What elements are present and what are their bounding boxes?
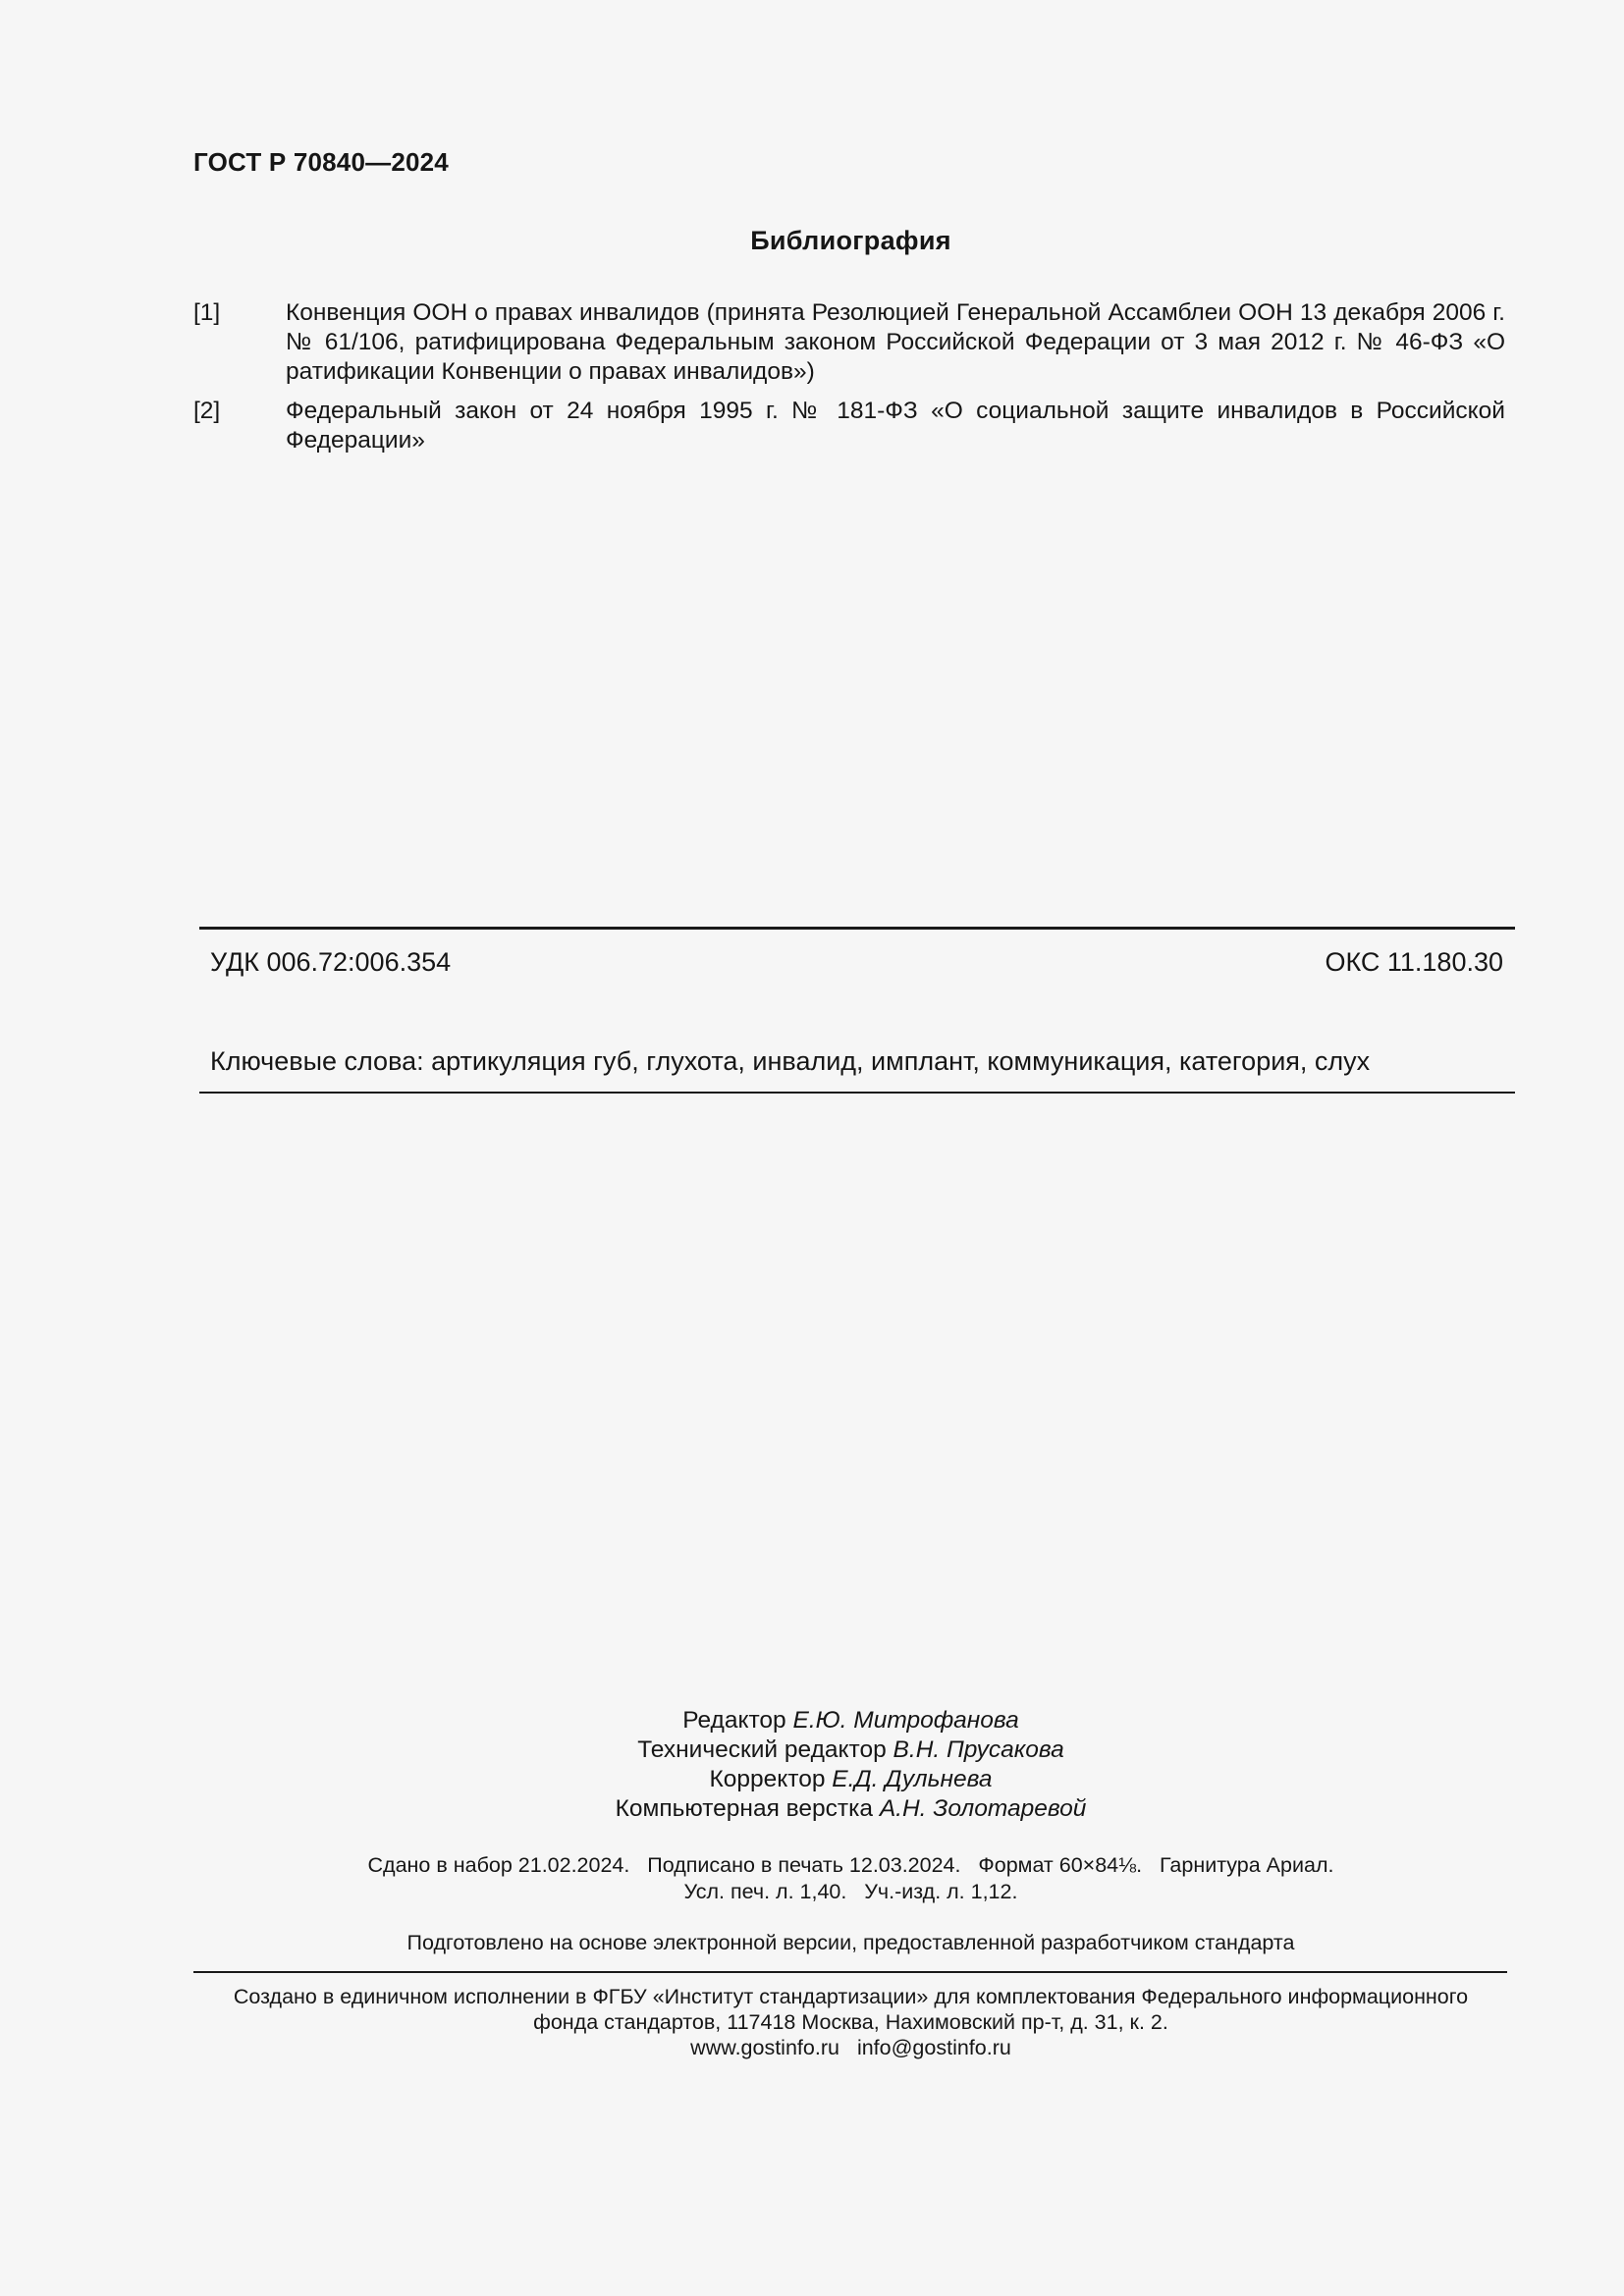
credit-role: Компьютерная верстка: [615, 1795, 874, 1822]
email-link[interactable]: info@gostinfo.ru: [856, 2036, 1011, 2059]
website-link[interactable]: www.gostinfo.ru: [690, 2036, 839, 2059]
print-info-line: Сдано в набор 21.02.2024. Подписано в печать 12.03.2024. Формат 60×84⅛. Гарнитура Ариал.: [367, 1853, 1334, 1877]
credit-role: Корректор: [709, 1766, 826, 1792]
contacts: [0, 2035, 1624, 2060]
print-info-line: Усл. печ. л. 1,40. Уч.-изд. л. 1,12.: [683, 1880, 1018, 1903]
udk-code: УДК 006.72:006.354: [210, 947, 452, 977]
credit-name: Е.Д. Дульнева: [832, 1766, 993, 1792]
oks-code: ОКС 11.180.30: [1325, 947, 1503, 977]
print-info: [0, 1852, 1624, 1905]
divider-middle: [199, 1092, 1515, 1094]
credit-name: Е.Ю. Митрофанова: [792, 1707, 1019, 1734]
bibliography-item: [193, 298, 1505, 387]
credit-role: Редактор: [682, 1707, 786, 1734]
credit-name: А.Н. Золотаревой: [879, 1795, 1087, 1822]
divider-top: [199, 927, 1515, 930]
created-note: [0, 1984, 1624, 2060]
credit-name: В.Н. Прусакова: [893, 1736, 1064, 1763]
bibliography-title: Библиография: [750, 226, 951, 255]
credit-line: [0, 1765, 1624, 1794]
standard-id: ГОСТ Р 70840—2024: [193, 147, 449, 177]
bibliography-item-text: Конвенция ООН о правах инвалидов (принята Резолюцией Генеральной Ассамблеи ООН 13 декабря 2006 г. № 61/106, ратифицирована Федеральным законом Российской Федерации от 3 мая 2012 г. № 46-ФЗ «О ратификации Конвенции о правах инвалидов»): [286, 299, 1505, 385]
bibliography-item-number: [2]: [193, 398, 221, 424]
created-line: Создано в единичном исполнении в ФГБУ «Институт стандартизации» для комплектования Федерального информационного: [233, 1985, 1469, 2008]
bibliography-item-number: [1]: [193, 299, 221, 326]
bibliography-list: [193, 298, 1505, 465]
credit-line: [0, 1794, 1624, 1824]
credits-block: [0, 1706, 1624, 1824]
created-line: фонда стандартов, 117418 Москва, Нахимовский пр-т, д. 31, к. 2.: [533, 2010, 1168, 2034]
credit-role: Технический редактор: [637, 1736, 887, 1763]
divider-footer: [193, 1971, 1507, 1973]
credit-line: [0, 1735, 1624, 1765]
keywords: Ключевые слова: артикуляция губ, глухота, инвалид, имплант, коммуникация, категория, слух: [210, 1046, 1371, 1076]
bibliography-item-text: Федеральный закон от 24 ноября 1995 г. № 181-ФЗ «О социальной защите инвалидов в Российской Федерации»: [286, 398, 1505, 454]
bibliography-item: [193, 397, 1505, 455]
prepared-note: Подготовлено на основе электронной версии, предоставленной разработчиком стандарта: [406, 1931, 1295, 1954]
credit-line: [0, 1706, 1624, 1735]
